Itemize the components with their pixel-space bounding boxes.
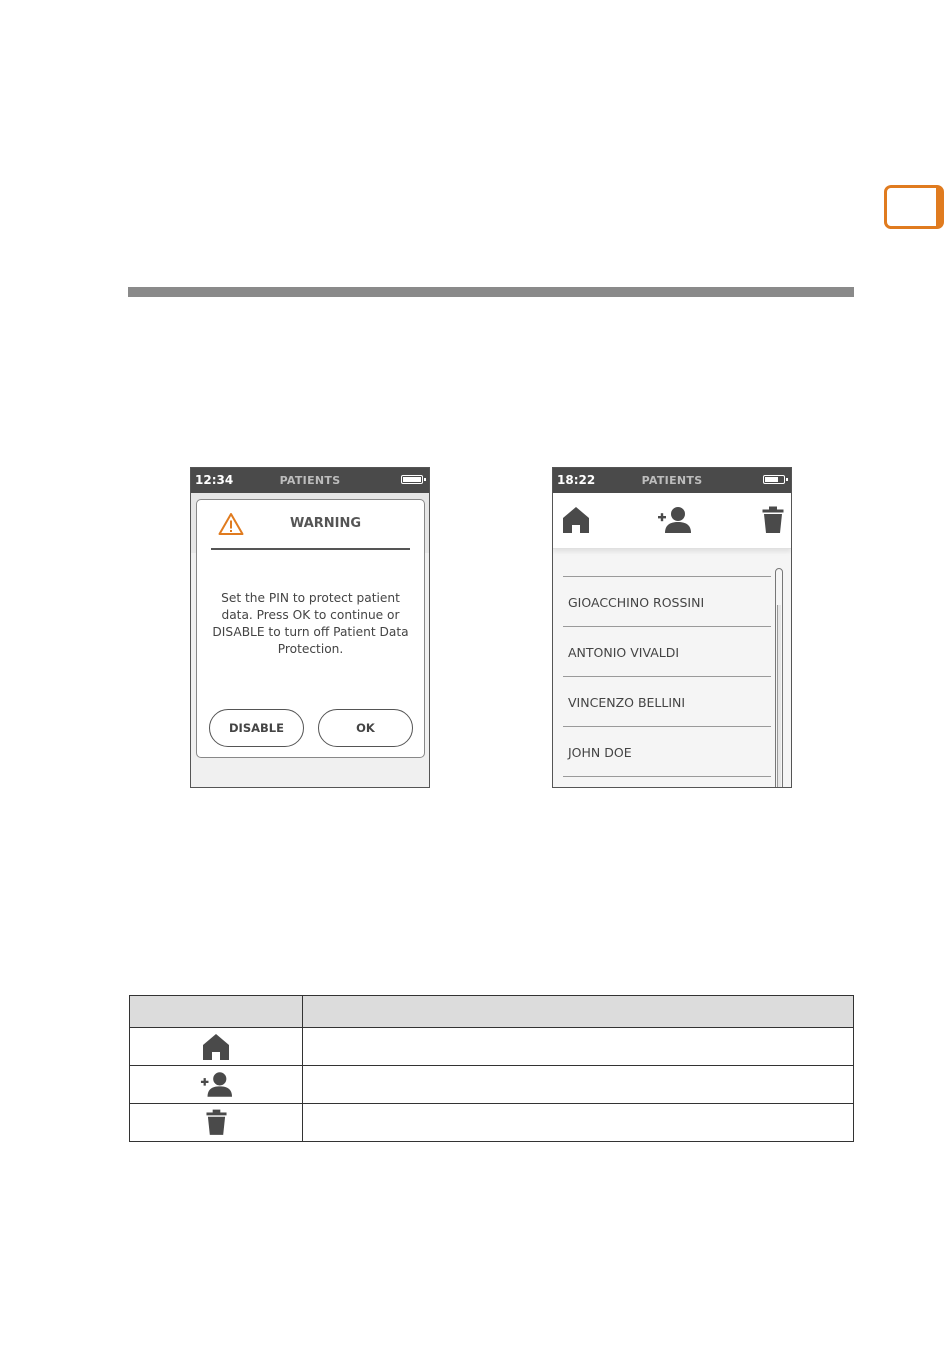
toolbar <box>553 493 791 549</box>
list-item[interactable] <box>563 726 771 776</box>
trash-icon[interactable] <box>762 506 784 534</box>
table-row <box>130 1104 854 1142</box>
description-cell <box>303 1066 854 1104</box>
status-time: 18:22 <box>557 473 596 487</box>
dialog-title: WARNING <box>289 516 362 531</box>
dialog-divider <box>211 548 410 550</box>
status-time: 12:34 <box>195 473 234 487</box>
icon-cell <box>130 1028 303 1066</box>
header-icon-cell <box>130 996 303 1028</box>
disable-button[interactable]: DISABLE <box>209 709 304 747</box>
list-item-partial <box>563 776 771 788</box>
status-title: PATIENTS <box>279 474 341 487</box>
patient-name: JOHN DOE <box>568 745 632 760</box>
scroll-thumb[interactable] <box>777 605 781 788</box>
patient-list <box>563 576 771 788</box>
status-bar <box>191 468 429 493</box>
table-row <box>130 1066 854 1104</box>
scrollbar[interactable] <box>775 568 783 788</box>
add-patient-icon <box>200 1071 232 1098</box>
list-item[interactable] <box>563 676 771 726</box>
header-description-cell <box>303 996 854 1028</box>
chapter-tab <box>884 185 944 229</box>
icon-cell <box>130 1104 303 1142</box>
battery-icon <box>763 475 785 484</box>
status-bar <box>553 468 791 493</box>
icon-legend-table <box>129 995 854 1142</box>
dialog-message: Set the PIN to protect patient data. Press OK to continue or DISABLE to turn off Patient Data Protection. <box>212 591 409 656</box>
home-icon[interactable] <box>562 506 590 534</box>
add-patient-icon[interactable] <box>657 506 691 534</box>
description-cell <box>303 1028 854 1066</box>
description-cell <box>303 1104 854 1142</box>
screen-warning <box>190 467 430 788</box>
icon-cell <box>130 1066 303 1104</box>
list-item[interactable] <box>563 626 771 676</box>
screen-patients <box>552 467 792 788</box>
home-icon <box>202 1033 230 1061</box>
status-title: PATIENTS <box>641 474 703 487</box>
table-header-row <box>130 996 854 1028</box>
patient-name: GIOACCHINO ROSSINI <box>568 595 705 610</box>
table-row <box>130 1028 854 1066</box>
section-divider <box>128 287 854 297</box>
ok-button[interactable]: OK <box>318 709 413 747</box>
patient-name: ANTONIO VIVALDI <box>568 645 680 660</box>
battery-icon <box>401 475 423 484</box>
trash-icon <box>206 1109 227 1136</box>
warning-dialog <box>196 499 425 758</box>
patient-name: VINCENZO BELLINI <box>568 695 686 710</box>
list-item[interactable] <box>563 576 771 626</box>
